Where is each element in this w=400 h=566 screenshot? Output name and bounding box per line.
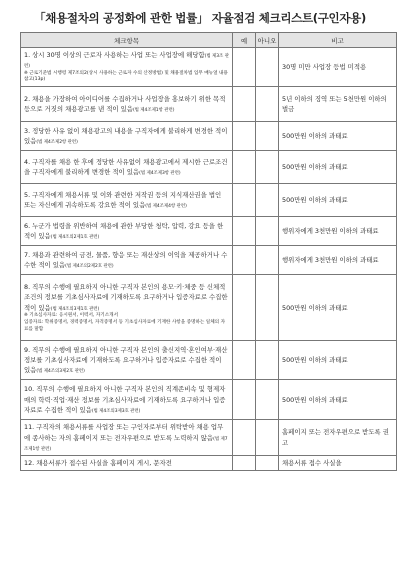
check-item-text: 3. 정당한 사유 없이 채용광고의 내용을 구직자에게 불리하게 변경한 적이 있음 <box>24 127 228 146</box>
check-item-text: 8. 직무의 수행에 필요하지 아니한 구직자 본인의 용모·키·체중 등 신체적 조건의 정보를 기초심사자료에 기재하도록 요구하거나 입증자료로 수집한 적이 있음 <box>24 283 228 312</box>
check-item-text: 1. 상시 30명 이상의 근로자 사용하는 사업 또는 사업장에 해당함 <box>24 51 205 59</box>
law-reference: (법 제4조의3제2호 관련) <box>36 369 85 375</box>
checklist-row <box>21 217 397 246</box>
note-cell: 행위자에게 3천만원 이하의 과태료 <box>279 246 397 275</box>
law-reference: (법 제4조제4항 관련) <box>145 204 187 210</box>
no-checkbox-cell[interactable] <box>256 380 279 420</box>
check-item-text: 9. 직무의 수행에 필요하지 아니한 구직자 본인의 출신지역·혼인여부·재산 정보를 기초심사자료에 기재하도록 요구하거나 입증자료로 수집한 적이 있음 <box>24 345 228 375</box>
checklist-row <box>21 420 397 456</box>
note-cell: 행위자에게 3천만원 이하의 과태료 <box>279 217 397 246</box>
checklist-row <box>21 122 397 151</box>
note-cell: 500만원 이하의 과태료 <box>279 184 397 217</box>
check-item-footnote: 입증자료: 학위증명서, 경력증명서, 자격증명서 등 기초심사자료에 기재한 사항을 증명하는 일체의 자료를 말함 <box>24 319 226 332</box>
note-cell: 채용서류 접수 사실을 <box>279 456 397 471</box>
document-title: 「채용절차의 공정화에 관한 법률」 자율점검 체크리스트(구인자용) <box>34 11 366 25</box>
yes-checkbox-cell[interactable] <box>233 122 256 151</box>
check-item-text: 6. 누군가 법령을 위반하여 채용에 관한 부당한 청탁, 압력, 강요 등을 한 적이 있음 <box>24 222 224 241</box>
law-reference: (법 제4조의2제2호 관련) <box>65 264 114 270</box>
check-item <box>21 48 233 87</box>
check-item <box>21 275 233 341</box>
checklist-row <box>21 341 397 380</box>
law-reference: (법 제4조제1항 관련) <box>132 108 175 114</box>
checklist-table <box>20 32 397 471</box>
header-no: 아니오 <box>256 33 279 48</box>
yes-checkbox-cell[interactable] <box>233 48 256 87</box>
no-checkbox-cell[interactable] <box>256 217 279 246</box>
check-item-text: 5. 구직자에게 채용서류 및 이와 관련한 저작권 등의 지식재산권을 법인 또는 자신에게 귀속하도록 강요한 적이 있음 <box>24 191 222 210</box>
note-cell: 500만원 이하의 과태료 <box>279 275 397 341</box>
no-checkbox-cell[interactable] <box>256 420 279 456</box>
check-item <box>21 380 233 420</box>
checklist-row <box>21 87 397 122</box>
no-checkbox-cell[interactable] <box>256 48 279 87</box>
check-item-footnote: ※ 기초심사자료: 응시원서, 이력서, 자기소개서 <box>24 312 119 318</box>
yes-checkbox-cell[interactable] <box>233 275 256 341</box>
check-item-text: 7. 채용과 관련하여 금전, 물품, 향응 또는 재산상의 이익을 제공하거나 수수한 적이 있음 <box>24 251 228 270</box>
yes-checkbox-cell[interactable] <box>233 341 256 380</box>
checklist-row <box>21 48 397 87</box>
check-item <box>21 246 233 275</box>
header-row <box>21 33 397 48</box>
yes-checkbox-cell[interactable] <box>233 380 256 420</box>
yes-checkbox-cell[interactable] <box>233 87 256 122</box>
law-reference: (법 제4조제2항 관련) <box>36 140 78 146</box>
note-cell: 500만원 이하의 과태료 <box>279 380 397 420</box>
law-reference: (법 제3조 관련) <box>24 54 229 70</box>
check-item <box>21 217 233 246</box>
check-item-text: 12. 채용서류가 접수된 사실을 홈페이지 게시, 문자전 <box>24 459 172 468</box>
checklist-row <box>21 456 397 471</box>
note-cell: 500만원 이하의 과태료 <box>279 151 397 184</box>
yes-checkbox-cell[interactable] <box>233 246 256 275</box>
checklist-row <box>21 380 397 420</box>
note-cell: 5년 이하의 징역 또는 5천만원 이하의 벌금 <box>279 87 397 122</box>
check-item <box>21 87 233 122</box>
checklist-row <box>21 246 397 275</box>
no-checkbox-cell[interactable] <box>256 246 279 275</box>
check-item <box>21 456 233 471</box>
yes-checkbox-cell[interactable] <box>233 151 256 184</box>
header-note: 비고 <box>279 33 397 48</box>
no-checkbox-cell[interactable] <box>256 87 279 122</box>
no-checkbox-cell[interactable] <box>256 184 279 217</box>
law-reference: (법 제7조제1항 관련) <box>24 436 228 452</box>
check-item-text: 11. 구직자의 채용서류를 사업장 또는 구인자로부터 위탁받아 채용 업무에 종사하는 자의 홈페이지 또는 전자우편으로 받도록 노력하지 않음 <box>24 423 224 442</box>
yes-checkbox-cell[interactable] <box>233 420 256 456</box>
header-check-item: 체크항목 <box>21 33 233 48</box>
law-reference: (법 제4조의2제1호 관련) <box>50 235 100 241</box>
check-item <box>21 420 233 456</box>
law-reference: (법 제4조제3항 관련) <box>139 171 181 177</box>
no-checkbox-cell[interactable] <box>256 122 279 151</box>
note-cell: 홈페이지 또는 전자우편으로 받도록 권고 <box>279 420 397 456</box>
check-item-text: 10. 직무의 수행에 필요하지 아니한 구직자 본인의 직계존비속 및 형제자매의 학력·직업·재산 정보를 기초심사자료에 기재하도록 요구하거나 입증자료로 수집한 적이 있음 <box>24 385 226 414</box>
no-checkbox-cell[interactable] <box>256 341 279 380</box>
check-item <box>21 341 233 380</box>
check-item-text: 2. 채용을 가장하여 아이디어를 수집하거나 사업장을 홍보하기 위한 목적 등으로 거짓의 채용광고를 낸 적이 있음 <box>24 95 226 114</box>
header-yes: 예 <box>233 33 256 48</box>
check-item <box>21 184 233 217</box>
law-reference: (법 제4조의3제1호 관련) <box>50 306 100 312</box>
yes-checkbox-cell[interactable] <box>233 184 256 217</box>
no-checkbox-cell[interactable] <box>256 275 279 341</box>
check-item <box>21 151 233 184</box>
checklist-row <box>21 151 397 184</box>
note-cell: 500만원 이하의 과태료 <box>279 341 397 380</box>
checklist-row <box>21 184 397 217</box>
check-item <box>21 122 233 151</box>
yes-checkbox-cell[interactable] <box>233 217 256 246</box>
no-checkbox-cell[interactable] <box>256 456 279 471</box>
check-item-footnote: ※ 근로기준법 시행령 제7조의2(상시 사용하는 근로자 수의 산정방법) 및 채용절차법 업무 매뉴얼 내용 참고(13p) <box>24 70 228 83</box>
law-reference: (법 제4조의3제3호 관련) <box>91 408 141 414</box>
note-cell: 500만원 이하의 과태료 <box>279 122 397 151</box>
note-cell: 30명 미만 사업장 등법 미적용 <box>279 48 397 87</box>
yes-checkbox-cell[interactable] <box>233 456 256 471</box>
no-checkbox-cell[interactable] <box>256 151 279 184</box>
check-item-text: 4. 구직자를 채용 한 후에 정당한 사유없이 채용광고에서 제시한 근로조건을 구직자에게 불리하게 변경한 적이 있음 <box>24 158 228 177</box>
checklist-row <box>21 275 397 341</box>
